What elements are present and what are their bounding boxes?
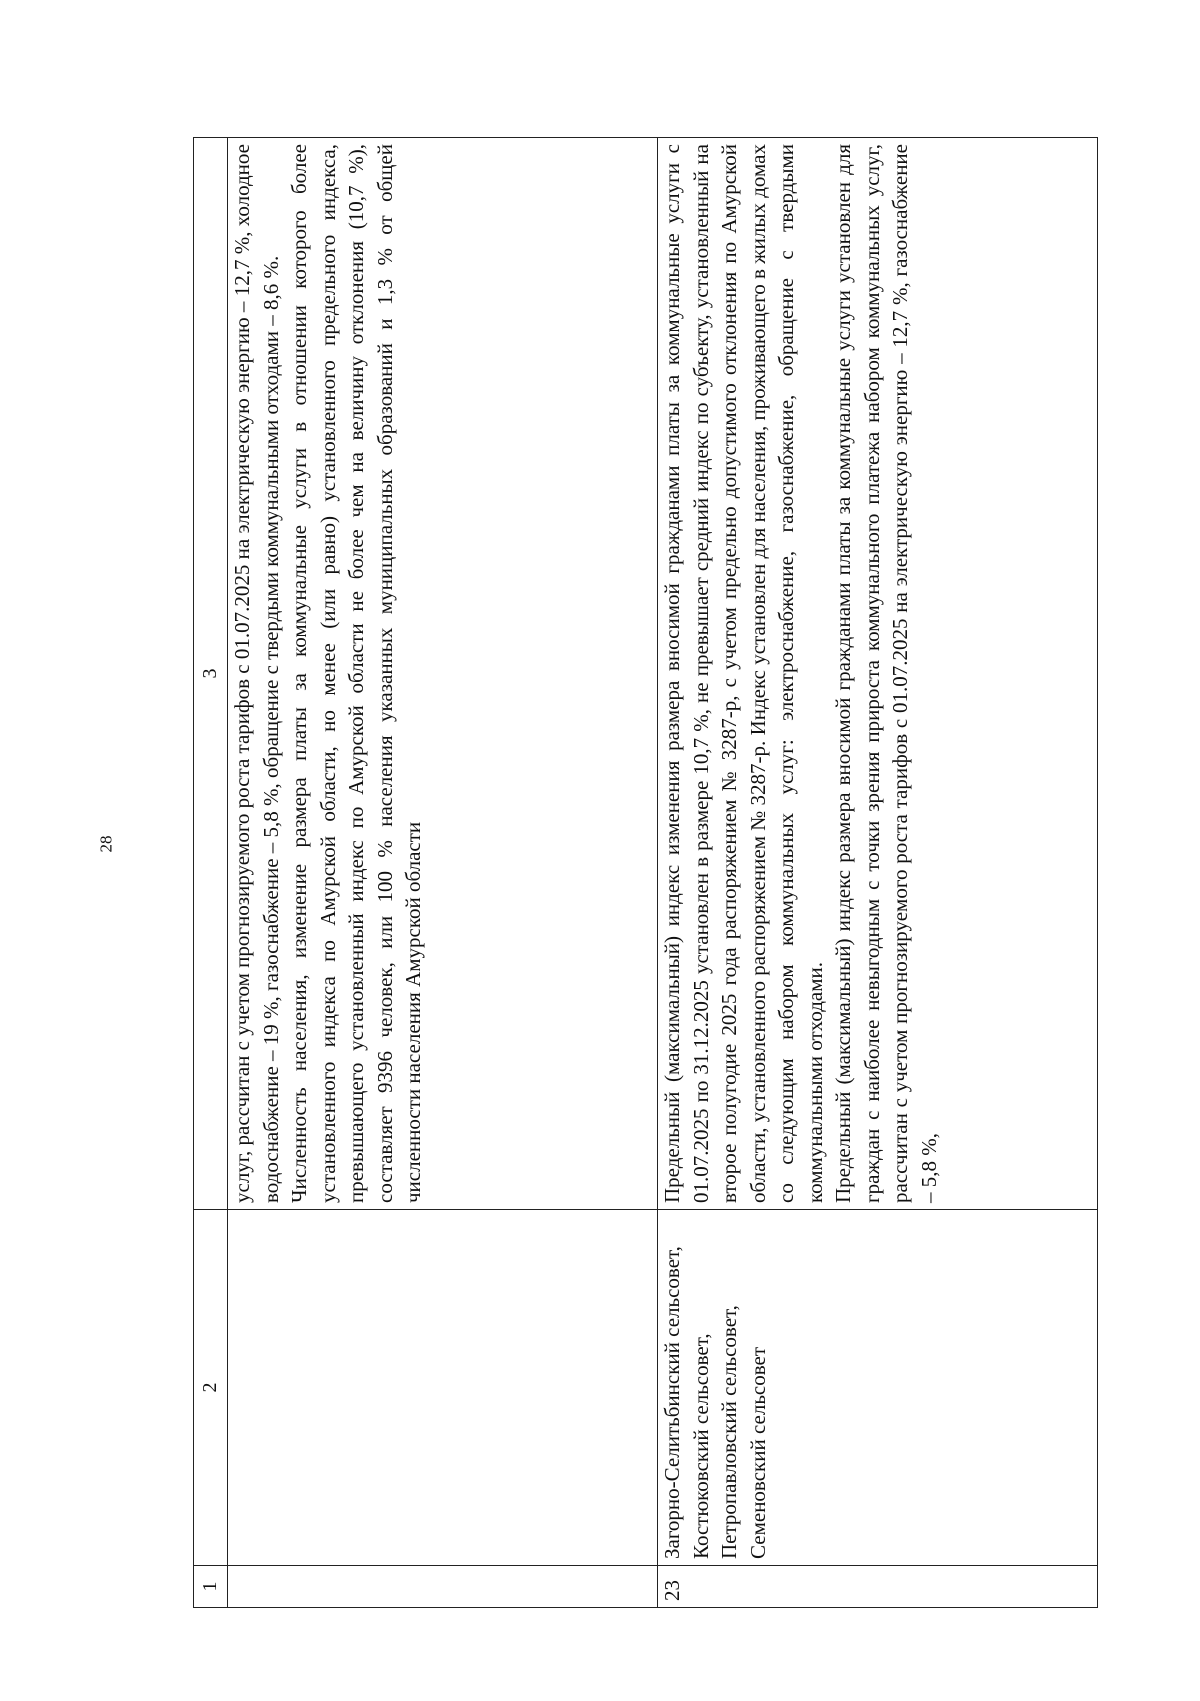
header-col-2: 2 <box>194 1210 228 1566</box>
table-row <box>228 138 658 1608</box>
municipality-cell <box>228 1210 658 1566</box>
table-header-row <box>194 138 228 1608</box>
rotated-table-container <box>193 138 1098 1608</box>
description-paragraph: Численность населения, изменение размера платы за коммунальные услуги в отношении которого более установленного индекса по Амурской области, но менее (или равно) установленного предельного индекса, превышающего установленный индекс по Амурской области не более чем на величину отклонения (10,7 %), составляет 9396 человек, или 100 % населения указанных муниципальных образований и 1,3 % от общей численности населения Амурской области <box>287 144 425 1203</box>
row-number: 23 <box>658 1566 1098 1608</box>
description-paragraph: Предельный (максимальный) индекс размера вносимой гражданами платы за коммунальные услуги установлен для граждан с наиболее невыгодным с точки зрения прироста коммунального платежа набором коммунальных услуг, рассчитан с учетом прогнозируемого роста тарифов с 01.07.2025 на электрическую энергию – 12,7 %, газоснабжение – 5,8 %, <box>831 144 941 1203</box>
description-paragraph: услуг, рассчитан с учетом прогнозируемого роста тарифов с 01.07.2025 на электрическую энергию – 12,7 %, холодное водоснабжение – 19 %, газоснабжение – 5,8 %, обращение с твердыми коммунальными отходами – 8,6 %. <box>230 144 283 1203</box>
table-row <box>658 138 1098 1608</box>
description-cell <box>658 138 1098 1210</box>
description-cell <box>228 138 658 1210</box>
row-number <box>228 1566 658 1608</box>
header-col-1: 1 <box>194 1566 228 1608</box>
page-number: 28 <box>96 835 115 853</box>
municipal-index-table <box>193 137 1098 1608</box>
municipality-cell: Загорно-Селитьбинский сельсовет, Костюковский сельсовет, Петропавловский сельсовет, Семеновский сельсовет <box>658 1210 1098 1566</box>
header-col-3: 3 <box>194 138 228 1210</box>
description-paragraph: Предельный (максимальный) индекс изменения размера вносимой гражданами платы за коммунальные услуги с 01.07.2025 по 31.12.2025 установлен в размере 10,7 %, не превышает средний индекс по субъекту, установленный на второе полугодие 2025 года распоряжением № 3287-р, с учетом предельно допустимого отклонения по Амурской области, установленного распоряжением № 3287-р. Индекс установлен для населения, проживающего в жилых домах со следующим набором коммунальных услуг: электроснабжение, газоснабжение, обращение с твердыми коммунальными отходами. <box>660 144 827 1203</box>
